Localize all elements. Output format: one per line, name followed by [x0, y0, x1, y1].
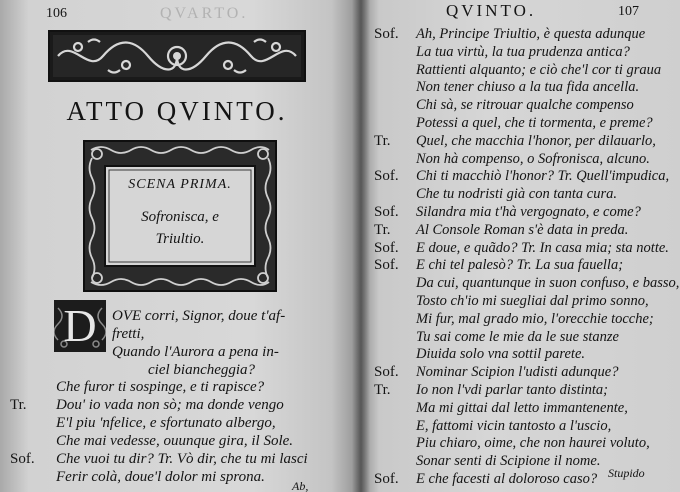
verse-line: Che tu nodristi già con tanta cura. [416, 186, 617, 203]
speaker-label: Sof. [374, 26, 399, 42]
verse-line: Potessi a quel, che ti tormenta, e preme? [416, 115, 653, 131]
verse-line: E chi tel palesò? Tr. La sua fauella; [416, 257, 624, 274]
verse-line: Quel, che macchia l'honor, per dilauarlo, [416, 132, 656, 149]
scene-characters [83, 206, 277, 250]
catchword: Stupido [608, 466, 645, 480]
speaker-label: Tr. [374, 221, 391, 238]
verse-line: Al Console Roman s'è data in preda. [416, 221, 629, 238]
verse-line: Tu sai come le mie da le sue stanze [416, 328, 619, 345]
verse-line: Diuida solo vna sottil parete. [416, 346, 586, 363]
show-through-header: QVARTO. [160, 5, 249, 22]
verse-line: Ah, Principe Triultio, è questa adunque [416, 26, 646, 42]
act-title: ATTO QVINTO. [66, 96, 288, 126]
verse-line: Io non l'vdi parlar tanto distinta; [416, 382, 609, 398]
verse-line: E, fattomi vicin tantosto a l'uscio, [416, 417, 612, 434]
speaker-label: Sof. [374, 257, 399, 274]
verse-line: E doue, e quãdo? Tr. In casa mia; sta notte. [416, 239, 669, 256]
opening-line: ciel biancheggia? [148, 362, 256, 378]
opening-line: Quando l'Aurora a pena in- [112, 344, 279, 360]
verse-line: Piu chiaro, oime, che non haurei voluto, [416, 435, 650, 452]
opening-line: fretti, [112, 326, 145, 342]
speaker-label: Sof. [374, 239, 399, 256]
opening-line: OVE corri, Signor, doue t'af- [112, 308, 286, 324]
verse-line: Che mai vedesse, ouunque gira, il Sole. [56, 433, 294, 449]
verse-line: Sonar senti di Scipione il nome. [416, 453, 601, 470]
page-number: 106 [46, 6, 67, 21]
speaker-label: Tr. [10, 397, 27, 413]
drop-cap-letter: D [63, 300, 97, 351]
book-gutter [352, 0, 370, 492]
speaker-label: Sof. [374, 364, 399, 381]
verse-line: Silandra mia t'hà vergognato, e come? [416, 204, 641, 220]
speaker-label: Sof. [10, 451, 35, 467]
verse-line: Tosto ch'io mi suegliai dal primo sonno, [416, 293, 649, 309]
verse-line: Non hà compenso, o Sofronisca, alcuno. [416, 150, 650, 167]
speaker-label: Sof. [374, 204, 399, 220]
speaker-label: Tr. [374, 132, 391, 149]
verse-line: Ferir colà, doue'l dolor mi sprona. [56, 469, 265, 485]
ornamental-headpiece [48, 30, 306, 82]
verse-line: Dou' io vada non sò; ma donde vengo [56, 397, 284, 413]
verse-line: Ma mi gittai dal letto immantenente, [416, 399, 628, 416]
page-number: 107 [618, 4, 639, 19]
character-line: Triultio. [155, 231, 205, 247]
scene-cartouche [83, 140, 277, 292]
verse-line: La tua virtù, la tua prudenza antica? [416, 43, 630, 60]
verse-line: Da cui, quantunque in suon confuso, e basso, [416, 275, 680, 292]
character-line: Sofronisca, e [141, 209, 219, 225]
speaker-label: Tr. [374, 382, 391, 398]
verse-line: E che facesti al doloroso caso? [416, 471, 598, 487]
verse-line: Che furor ti sospinge, e ti rapisce? [56, 379, 265, 395]
speaker-label: Sof. [374, 471, 399, 487]
verse-line: Nominar Scipion l'udisti adunque? [416, 364, 619, 381]
speaker-label: Sof. [374, 168, 399, 185]
verse-line: Che vuoi tu dir? Tr. Vò dir, che tu mi lasci [56, 451, 308, 467]
verse-line: Chi ti macchiò l'honor? Tr. Quell'impudica, [416, 168, 670, 185]
scene-title: SCENA PRIMA. [128, 177, 232, 192]
running-head: QVINTO. [446, 1, 537, 20]
verse-line: Chi sà, se ritrouar qualche compenso [416, 97, 634, 114]
verse-line: Non tener chiuso a la tua fida ancella. [416, 79, 640, 96]
right-page [360, 0, 680, 492]
verse-line: Rattienti alquanto; e ciò che'l cor ti graua [416, 61, 662, 78]
verse-line: E'l piu 'nfelice, e sfortunato albergo, [56, 415, 276, 431]
drop-cap [54, 300, 106, 352]
catchword: Ab, [292, 479, 309, 492]
verse-line: Mi fur, mal grado mio, l'orecchie tocche; [416, 310, 654, 327]
